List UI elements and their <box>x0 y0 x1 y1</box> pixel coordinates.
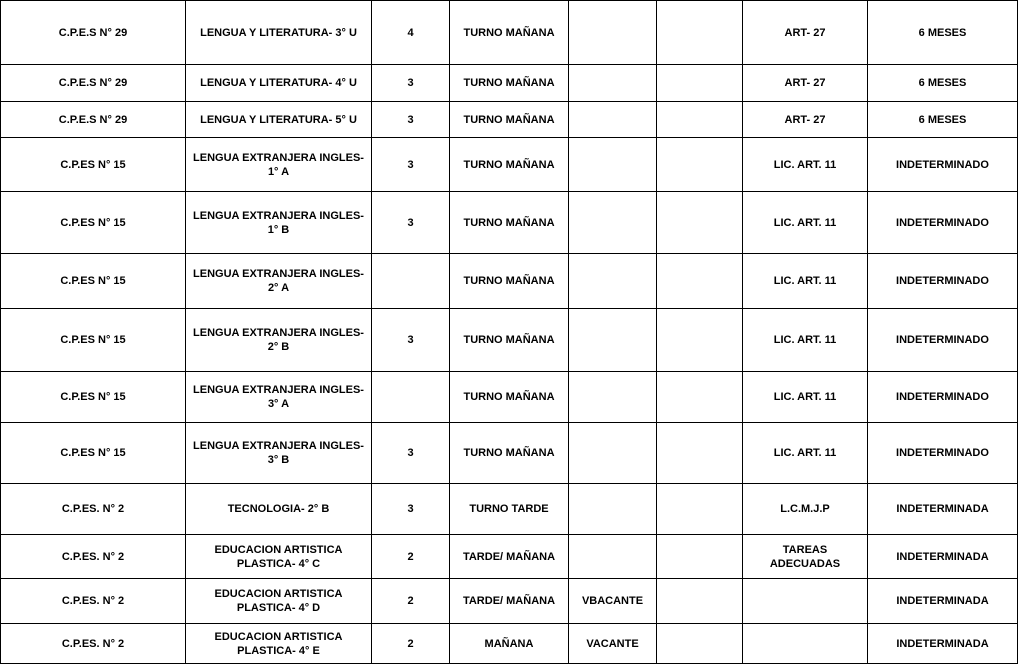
cell-turno: TURNO MAÑANA <box>450 102 569 138</box>
cell-turno: TARDE/ MAÑANA <box>450 535 569 579</box>
cell-estado <box>569 65 657 102</box>
cell-duracion: INDETERMINADO <box>868 372 1018 423</box>
table-row <box>1 138 1018 192</box>
cell-turno: TURNO TARDE <box>450 484 569 535</box>
cell-extra <box>657 484 743 535</box>
cell-escuela: C.P.E.S N° 29 <box>1 65 186 102</box>
cell-escuela: C.P.ES. N° 2 <box>1 624 186 664</box>
cell-horas: 3 <box>372 65 450 102</box>
cell-duracion: INDETERMINADA <box>868 624 1018 664</box>
cell-duracion: 6 MESES <box>868 1 1018 65</box>
cell-articulo: LIC. ART. 11 <box>743 254 868 309</box>
cell-horas: 3 <box>372 102 450 138</box>
table-row <box>1 65 1018 102</box>
cell-turno: TURNO MAÑANA <box>450 1 569 65</box>
cell-duracion: INDETERMINADO <box>868 423 1018 484</box>
cell-turno: TURNO MAÑANA <box>450 138 569 192</box>
cell-extra <box>657 1 743 65</box>
cell-materia: EDUCACION ARTISTICA PLASTICA- 4° E <box>186 624 372 664</box>
cell-escuela: C.P.E.S N° 29 <box>1 1 186 65</box>
cell-estado <box>569 535 657 579</box>
cell-escuela: C.P.ES N° 15 <box>1 309 186 372</box>
cell-materia: LENGUA EXTRANJERA INGLES- 2° A <box>186 254 372 309</box>
cell-horas: 3 <box>372 309 450 372</box>
cell-horas: 3 <box>372 423 450 484</box>
cell-turno: TARDE/ MAÑANA <box>450 579 569 624</box>
cell-turno: TURNO MAÑANA <box>450 65 569 102</box>
cell-articulo: TAREAS ADECUADAS <box>743 535 868 579</box>
cell-duracion: INDETERMINADA <box>868 535 1018 579</box>
table-row <box>1 484 1018 535</box>
table-row <box>1 1 1018 65</box>
cell-turno: TURNO MAÑANA <box>450 423 569 484</box>
cell-horas: 2 <box>372 624 450 664</box>
table-row <box>1 192 1018 254</box>
cell-turno: TURNO MAÑANA <box>450 192 569 254</box>
cell-articulo: ART- 27 <box>743 1 868 65</box>
cell-escuela: C.P.ES. N° 2 <box>1 484 186 535</box>
cell-materia: EDUCACION ARTISTICA PLASTICA- 4° D <box>186 579 372 624</box>
table-row <box>1 423 1018 484</box>
cell-estado <box>569 138 657 192</box>
cell-articulo: L.C.M.J.P <box>743 484 868 535</box>
table-row <box>1 102 1018 138</box>
cell-extra <box>657 535 743 579</box>
cell-estado <box>569 102 657 138</box>
cell-escuela: C.P.ES N° 15 <box>1 192 186 254</box>
table-body <box>1 1 1018 664</box>
cell-horas <box>372 254 450 309</box>
cell-duracion: INDETERMINADA <box>868 579 1018 624</box>
cell-horas: 2 <box>372 535 450 579</box>
cell-articulo: LIC. ART. 11 <box>743 138 868 192</box>
cell-extra <box>657 624 743 664</box>
table-row <box>1 254 1018 309</box>
cell-escuela: C.P.ES. N° 2 <box>1 579 186 624</box>
table-row <box>1 309 1018 372</box>
cell-materia: LENGUA EXTRANJERA INGLES- 3° A <box>186 372 372 423</box>
cell-estado: VBACANTE <box>569 579 657 624</box>
cell-horas: 3 <box>372 138 450 192</box>
cell-estado <box>569 309 657 372</box>
cell-materia: LENGUA EXTRANJERA INGLES- 1° A <box>186 138 372 192</box>
cell-duracion: INDETERMINADA <box>868 484 1018 535</box>
cell-articulo: ART- 27 <box>743 102 868 138</box>
cell-articulo: LIC. ART. 11 <box>743 309 868 372</box>
cell-extra <box>657 254 743 309</box>
cell-duracion: INDETERMINADO <box>868 254 1018 309</box>
cell-horas: 4 <box>372 1 450 65</box>
cell-turno: TURNO MAÑANA <box>450 372 569 423</box>
cell-extra <box>657 309 743 372</box>
cell-duracion: INDETERMINADO <box>868 309 1018 372</box>
table-row <box>1 624 1018 664</box>
cell-extra <box>657 372 743 423</box>
cell-extra <box>657 138 743 192</box>
cell-escuela: C.P.ES N° 15 <box>1 423 186 484</box>
cell-duracion: INDETERMINADO <box>868 138 1018 192</box>
cell-articulo: LIC. ART. 11 <box>743 423 868 484</box>
cell-turno: MAÑANA <box>450 624 569 664</box>
table-row <box>1 372 1018 423</box>
cell-estado <box>569 372 657 423</box>
cell-duracion: 6 MESES <box>868 65 1018 102</box>
cell-horas: 3 <box>372 192 450 254</box>
cell-escuela: C.P.E.S N° 29 <box>1 102 186 138</box>
cell-articulo: LIC. ART. 11 <box>743 372 868 423</box>
cell-extra <box>657 65 743 102</box>
cell-materia: LENGUA Y LITERATURA- 3° U <box>186 1 372 65</box>
cell-articulo <box>743 579 868 624</box>
cell-escuela: C.P.ES. N° 2 <box>1 535 186 579</box>
cell-duracion: INDETERMINADO <box>868 192 1018 254</box>
cell-estado <box>569 423 657 484</box>
cell-materia: EDUCACION ARTISTICA PLASTICA- 4° C <box>186 535 372 579</box>
cell-turno: TURNO MAÑANA <box>450 254 569 309</box>
cell-materia: LENGUA EXTRANJERA INGLES- 3° B <box>186 423 372 484</box>
cell-duracion: 6 MESES <box>868 102 1018 138</box>
cell-horas: 2 <box>372 579 450 624</box>
cell-extra <box>657 102 743 138</box>
table-row <box>1 579 1018 624</box>
cell-estado <box>569 254 657 309</box>
cell-turno: TURNO MAÑANA <box>450 309 569 372</box>
cell-horas: 3 <box>372 484 450 535</box>
cell-estado <box>569 192 657 254</box>
cell-materia: LENGUA Y LITERATURA- 5° U <box>186 102 372 138</box>
cell-escuela: C.P.ES N° 15 <box>1 372 186 423</box>
cell-extra <box>657 579 743 624</box>
cell-escuela: C.P.ES N° 15 <box>1 254 186 309</box>
cell-extra <box>657 423 743 484</box>
cell-estado <box>569 1 657 65</box>
cell-articulo: LIC. ART. 11 <box>743 192 868 254</box>
table-row <box>1 535 1018 579</box>
cell-escuela: C.P.ES N° 15 <box>1 138 186 192</box>
cell-materia: LENGUA EXTRANJERA INGLES- 2° B <box>186 309 372 372</box>
cell-materia: TECNOLOGIA- 2° B <box>186 484 372 535</box>
cell-materia: LENGUA EXTRANJERA INGLES- 1° B <box>186 192 372 254</box>
cell-materia: LENGUA Y LITERATURA- 4° U <box>186 65 372 102</box>
cell-articulo: ART- 27 <box>743 65 868 102</box>
cell-estado <box>569 484 657 535</box>
cell-extra <box>657 192 743 254</box>
cell-articulo <box>743 624 868 664</box>
cell-horas <box>372 372 450 423</box>
cell-estado: VACANTE <box>569 624 657 664</box>
